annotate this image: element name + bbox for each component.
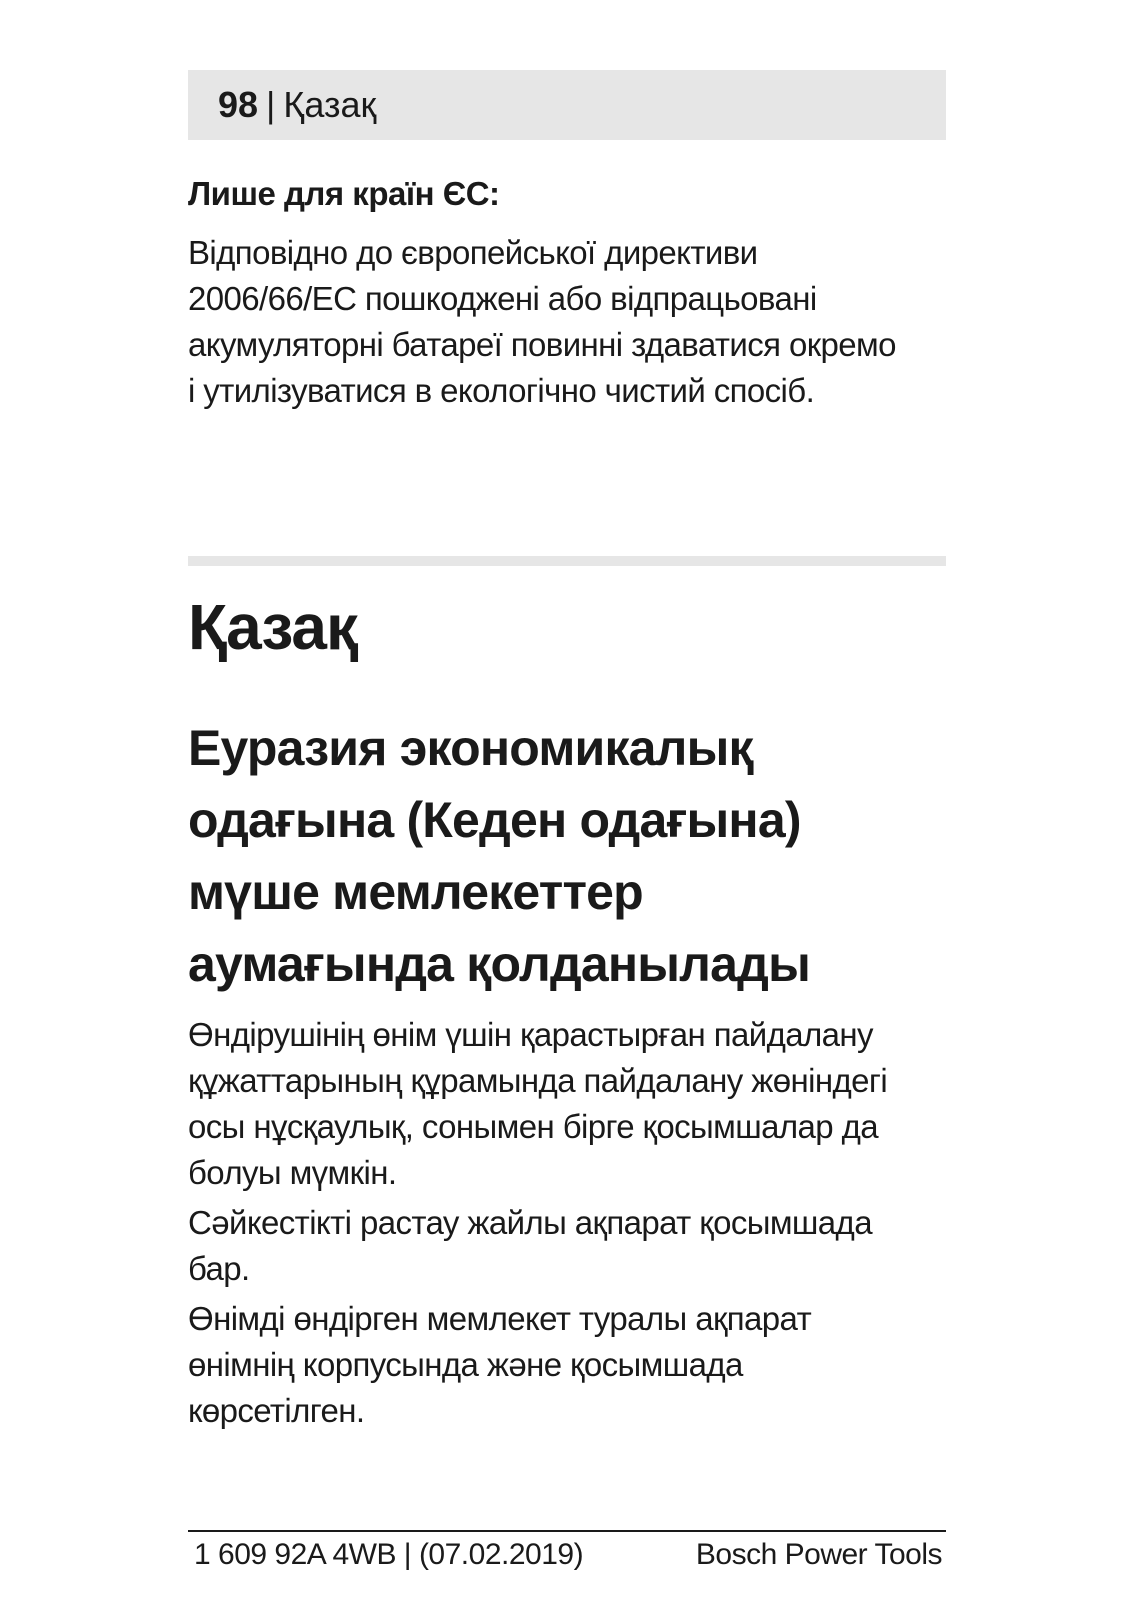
paragraph-line: құжаттарының құрамында пайдалану жөніндегі (188, 1062, 888, 1099)
section-divider (188, 556, 946, 566)
section-body (188, 1012, 958, 1438)
body-paragraph (188, 1200, 958, 1292)
page-number: 98 (218, 84, 259, 125)
section-subtitle (188, 712, 948, 1000)
eu-notice-line: Відповідно до європейської директиви (188, 234, 758, 271)
eu-notice-line: і утилізуватися в екологічно чистий спосіб. (188, 372, 815, 409)
header-section-name: Қазақ (283, 84, 377, 125)
paragraph-line: көрсетілген. (188, 1392, 365, 1429)
paragraph-line: өнімнің корпусында және қосымшада (188, 1346, 743, 1383)
footer-rule (188, 1530, 946, 1532)
body-paragraph (188, 1012, 958, 1196)
paragraph-line: Өндірушінің өнім үшін қарастырған пайдалану (188, 1016, 873, 1053)
subtitle-line: Еуразия экономикалық (188, 720, 753, 776)
eu-notice-line: акумуляторні батареї повинні здаватися окремо (188, 326, 896, 363)
subtitle-line: аумағында қолданылады (188, 936, 810, 992)
paragraph-line: Сәйкестікті растау жайлы ақпарат қосымшада (188, 1204, 872, 1241)
eu-notice-line: 2006/66/EC пошкоджені або відпрацьовані (188, 280, 817, 317)
section-title: Қазақ (188, 591, 358, 663)
body-paragraph (188, 1296, 958, 1434)
paragraph-line: бар. (188, 1250, 250, 1287)
paragraph-line: болуы мүмкін. (188, 1154, 397, 1191)
subtitle-line: одағына (Кеден одағына) (188, 792, 801, 848)
eu-notice-heading: Лише для країн ЄС: (188, 175, 500, 212)
footer-brand: Bosch Power Tools (695, 1538, 942, 1571)
eu-notice-text (188, 230, 958, 414)
paragraph-line: осы нұсқаулық, сонымен бірге қосымшалар да (188, 1108, 878, 1145)
page-header (188, 70, 946, 140)
footer-document-id: 1 609 92A 4WB | (07.02.2019) (194, 1538, 584, 1571)
header-separator: | (266, 84, 276, 125)
paragraph-line: Өнімді өндірген мемлекет туралы ақпарат (188, 1300, 812, 1337)
subtitle-line: мүше мемлекеттер (188, 864, 643, 920)
